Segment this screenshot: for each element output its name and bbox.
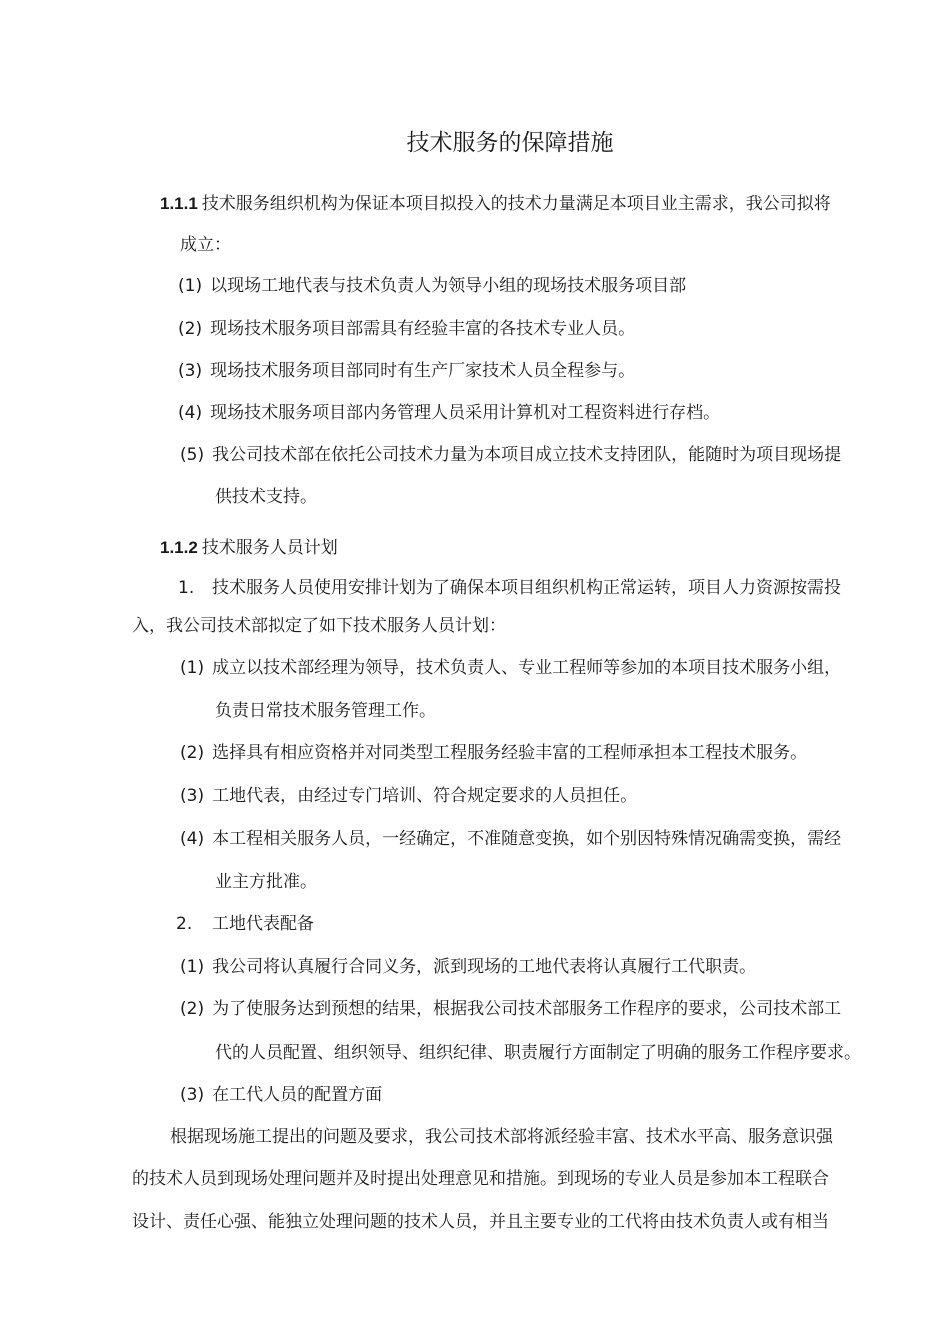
list-item bbox=[180, 1085, 382, 1105]
list-item-cont: 供技术支持。 bbox=[215, 487, 317, 507]
numbered-paragraph bbox=[176, 914, 314, 934]
body-paragraph-line: 的技术人员到现场处理问题并及时提出处理意见和措施。到现场的专业人员是参加本工程联合 bbox=[132, 1169, 829, 1189]
list-marker: (3) bbox=[180, 786, 205, 806]
list-marker: (3) bbox=[180, 1085, 205, 1105]
list-text: 现场技术服务项目部内务管理人员采用计算机对工程资料进行存档。 bbox=[210, 403, 721, 423]
list-item bbox=[180, 445, 841, 465]
list-text: 现场技术服务项目部需具有经验丰富的各技术专业人员。 bbox=[210, 319, 636, 339]
list-marker: (2) bbox=[178, 319, 203, 339]
list-text: 选择具有相应资格并对同类型工程服务经验丰富的工程师承担本工程技术服务。 bbox=[212, 743, 808, 763]
list-text: 为了使服务达到预想的结果，根据我公司技术部服务工作程序的要求，公司技术部工 bbox=[212, 999, 842, 1019]
list-text: 工地代表，由经过专门培训、符合规定要求的人员担任。 bbox=[212, 786, 638, 806]
numbered-paragraph bbox=[178, 578, 841, 598]
section-number: 1.1.2 bbox=[160, 538, 198, 557]
list-marker: (1) bbox=[180, 957, 205, 977]
list-item bbox=[178, 403, 720, 423]
list-text: 在工代人员的配置方面 bbox=[212, 1085, 383, 1105]
section-text-cont: 成立： bbox=[180, 235, 231, 255]
body-paragraph-line: 设计、责任心强、能独立处理问题的技术人员，并且主要专业的工代将由技术负责人或有相当 bbox=[132, 1212, 829, 1232]
paragraph-marker: 1. bbox=[178, 578, 195, 598]
list-marker: (3) bbox=[178, 361, 203, 381]
list-marker: (4) bbox=[180, 829, 205, 849]
paragraph-text: 工地代表配备 bbox=[212, 914, 314, 934]
list-text: 我公司技术部在依托公司技术力量为本项目成立技术支持团队，能随时为项目现场提 bbox=[212, 445, 842, 465]
list-item-cont: 代的人员配置、组织领导、组织纪律、职责履行方面制定了明确的服务工作程序要求。 bbox=[215, 1043, 861, 1063]
list-item bbox=[180, 999, 841, 1019]
list-item bbox=[180, 658, 841, 678]
paragraph-text: 技术服务人员使用安排计划为了确保本项目组织机构正常运转，项目人力资源按需投 bbox=[212, 578, 841, 598]
list-marker: (1) bbox=[180, 658, 205, 678]
list-marker: (2) bbox=[180, 999, 205, 1019]
list-text: 现场技术服务项目部同时有生产厂家技术人员全程参与。 bbox=[210, 361, 636, 381]
section-heading-1 bbox=[160, 194, 831, 214]
list-text: 成立以技术部经理为领导，技术负责人、专业工程师等参加的本项目技术服务小组， bbox=[212, 658, 842, 678]
list-item-cont: 负责日常技术服务管理工作。 bbox=[215, 701, 436, 721]
list-item bbox=[180, 743, 807, 763]
list-marker: (1) bbox=[178, 276, 203, 296]
list-item bbox=[180, 829, 841, 849]
list-text: 我公司将认真履行合同义务，派到现场的工地代表将认真履行工代职责。 bbox=[212, 957, 757, 977]
list-item bbox=[178, 276, 686, 296]
body-paragraph-line: 根据现场施工提出的问题及要求，我公司技术部将派经验丰富、技术水平高、服务意识强 bbox=[170, 1127, 833, 1147]
list-item bbox=[178, 319, 635, 339]
list-item-cont: 业主方批准。 bbox=[215, 872, 317, 892]
section-text: 技术服务组织机构为保证本项目拟投入的技术力量满足本项目业主需求，我公司拟将 bbox=[201, 194, 831, 214]
list-item bbox=[180, 957, 756, 977]
list-marker: (5) bbox=[180, 445, 205, 465]
section-number: 1.1.1 bbox=[160, 194, 198, 213]
list-marker: (2) bbox=[180, 743, 205, 763]
paragraph-marker: 2. bbox=[176, 914, 193, 934]
section-heading-2 bbox=[160, 538, 338, 558]
list-marker: (4) bbox=[178, 403, 203, 423]
list-text: 以现场工地代表与技术负责人为领导小组的现场技术服务项目部 bbox=[210, 276, 687, 296]
list-text: 本工程相关服务人员，一经确定，不准随意变换，如个别因特殊情况确需变换，需经 bbox=[212, 829, 842, 849]
list-item bbox=[178, 361, 635, 381]
page-title: 技术服务的保障措施 bbox=[406, 130, 614, 156]
list-item bbox=[180, 786, 637, 806]
paragraph-text-cont: 入，我公司技术部拟定了如下技术服务人员计划： bbox=[132, 616, 506, 636]
section-text: 技术服务人员计划 bbox=[201, 538, 338, 558]
